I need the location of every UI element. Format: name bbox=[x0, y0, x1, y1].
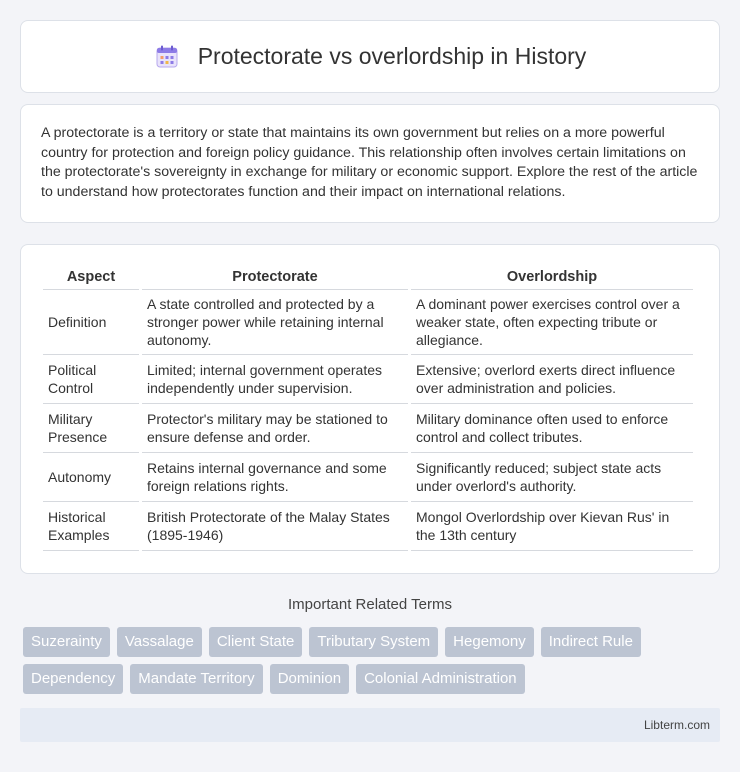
table-row bbox=[43, 453, 693, 502]
intro-card bbox=[20, 104, 720, 223]
table-cell-overlordship: Significantly reduced; subject state acts under overlord's authority. bbox=[411, 453, 693, 502]
intro-text: A protectorate is a territory or state that maintains its own government but relies on a more powerful country for protection and foreign policy guidance. This relationship often involves certain limitations on the protectorate's sovereignty in exchange for military or economic support. Explore the rest of the article to understand how protectorates function and their impact on international relations. bbox=[41, 125, 698, 200]
title-card bbox=[20, 20, 720, 93]
related-term-tag[interactable]: Dependency bbox=[23, 664, 123, 694]
table-cell-overlordship: Military dominance often used to enforce control and collect tributes. bbox=[411, 404, 693, 453]
table-cell-protectorate: A state controlled and protected by a stronger power while retaining internal autonomy. bbox=[142, 290, 408, 355]
table-cell-overlordship: Extensive; overlord exerts direct influence over administration and policies. bbox=[411, 355, 693, 404]
related-term-tag[interactable]: Mandate Territory bbox=[130, 664, 262, 694]
related-term-tag[interactable]: Tributary System bbox=[309, 627, 438, 657]
related-term-tag[interactable]: Hegemony bbox=[445, 627, 534, 657]
table-cell-aspect: Autonomy bbox=[43, 453, 139, 502]
table-cell-aspect: Military Presence bbox=[43, 404, 139, 453]
related-terms-title: Important Related Terms bbox=[288, 596, 452, 613]
table-row bbox=[43, 502, 693, 551]
related-term-tag[interactable]: Dominion bbox=[270, 664, 349, 694]
table-cell-overlordship: A dominant power exercises control over a weaker state, often expecting tribute or allegiance. bbox=[411, 290, 693, 355]
related-term-tag[interactable]: Suzerainty bbox=[23, 627, 110, 657]
table-cell-protectorate: Retains internal governance and some foreign relations rights. bbox=[142, 453, 408, 502]
column-header-aspect: Aspect bbox=[43, 263, 139, 290]
related-terms-list bbox=[23, 627, 723, 701]
related-term-tag[interactable]: Colonial Administration bbox=[356, 664, 525, 694]
table-cell-protectorate: British Protectorate of the Malay States (1895-1946) bbox=[142, 502, 408, 551]
table-cell-aspect: Historical Examples bbox=[43, 502, 139, 551]
table-header-row bbox=[43, 263, 693, 290]
table-cell-aspect: Political Control bbox=[43, 355, 139, 404]
table-cell-protectorate: Limited; internal government operates independently under supervision. bbox=[142, 355, 408, 404]
calendar-icon bbox=[154, 44, 180, 70]
table-row bbox=[43, 404, 693, 453]
footer bbox=[20, 708, 720, 742]
column-header-protectorate: Protectorate bbox=[142, 263, 408, 290]
footer-site-link[interactable]: Libterm.com bbox=[643, 718, 710, 732]
related-term-tag[interactable]: Client State bbox=[209, 627, 303, 657]
related-term-tag[interactable]: Vassalage bbox=[117, 627, 202, 657]
table-row bbox=[43, 290, 693, 355]
table-cell-overlordship: Mongol Overlordship over Kievan Rus' in the 13th century bbox=[411, 502, 693, 551]
table-cell-protectorate: Protector's military may be stationed to ensure defense and order. bbox=[142, 404, 408, 453]
column-header-overlordship: Overlordship bbox=[411, 263, 693, 290]
page-title: Protectorate vs overlordship in History bbox=[197, 43, 587, 69]
table-row bbox=[43, 355, 693, 404]
comparison-table bbox=[40, 263, 696, 551]
table-cell-aspect: Definition bbox=[43, 290, 139, 355]
related-term-tag[interactable]: Indirect Rule bbox=[541, 627, 641, 657]
comparison-table-card bbox=[20, 244, 720, 574]
